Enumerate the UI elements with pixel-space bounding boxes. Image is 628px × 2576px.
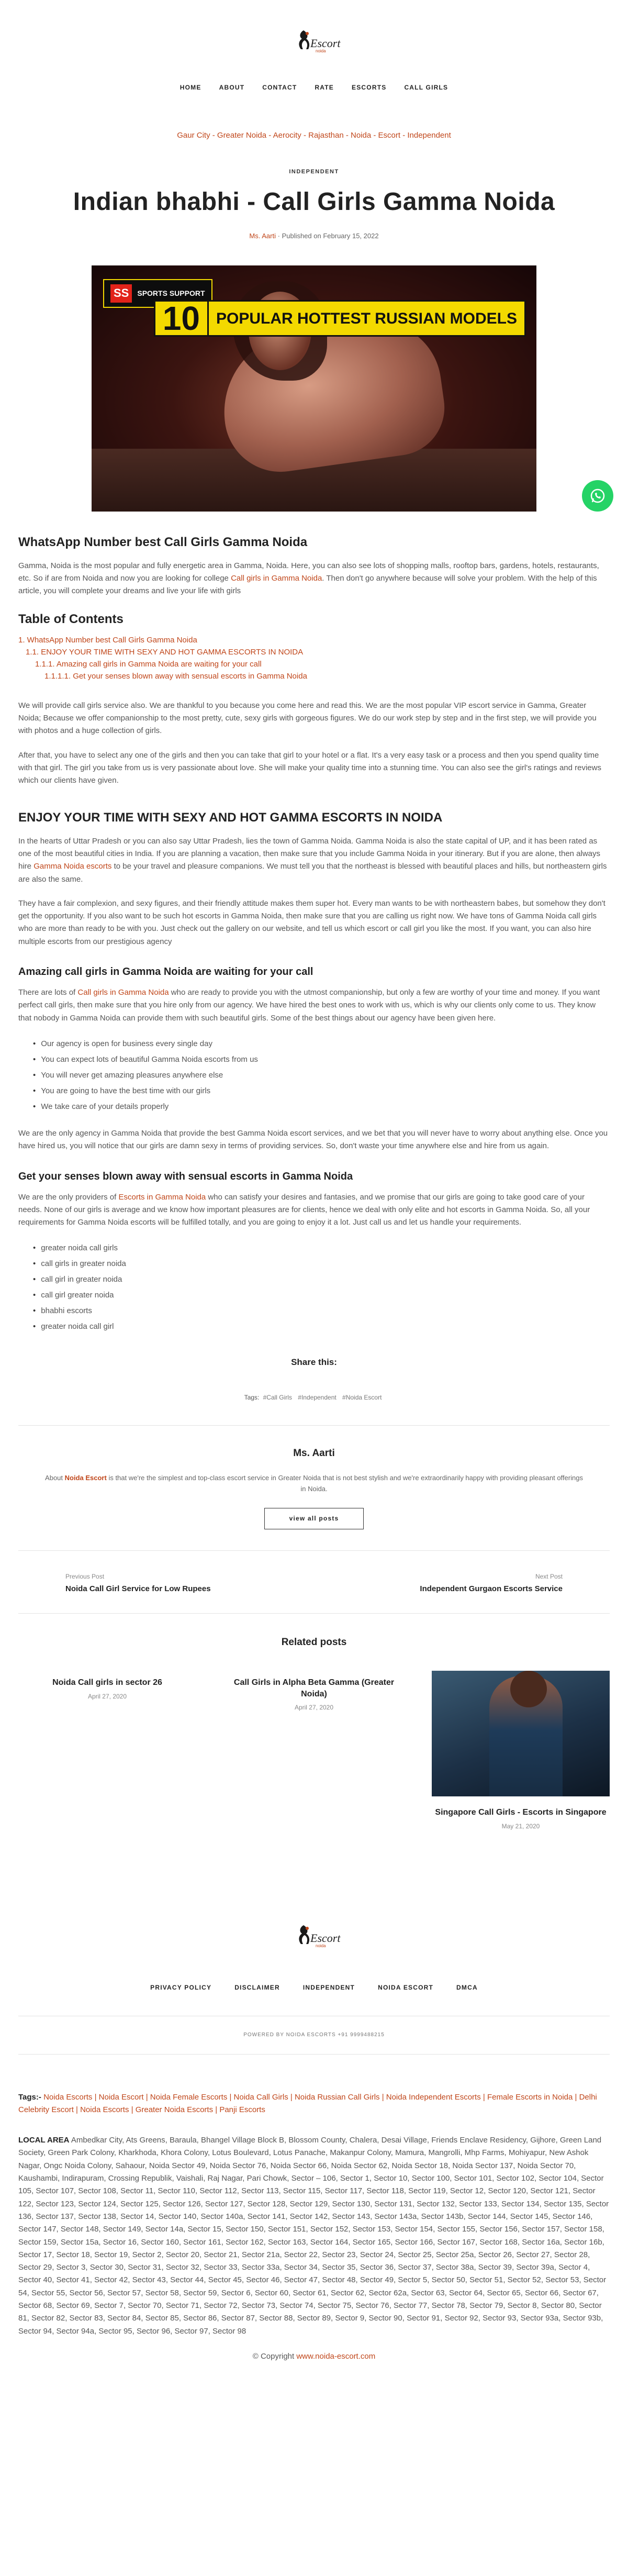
toc-item[interactable]: 1. WhatsApp Number best Call Girls Gamma Noida [18, 635, 197, 645]
tag-link[interactable]: #Call Girls [263, 1393, 292, 1401]
footer-nav [0, 1983, 628, 1993]
section-heading-whatsapp: WhatsApp Number best Call Girls Gamma Noida [18, 535, 308, 550]
list-item: • call girls in greater noida [18, 1256, 610, 1272]
seo-tags [18, 2091, 610, 2117]
seo-tags-label: Tags:- [18, 2092, 41, 2102]
list-item: • You are going to have the best time with our girls [18, 1083, 610, 1099]
nav-home[interactable]: HOME [180, 84, 201, 91]
logo-figure-icon [296, 29, 311, 50]
local-area-list: Ambedkar City, Ats Greens, Baraula, Bhangel Village Block B, Blossom County, Chalera, Desai Village, Friends Enclave Residency, Gijhore, Green Land Society, Green Park Colony, Kharkhoda, Khora Colony, Lotus Boulevard, Lotus Panache, Makanpur Colony, Mamura, Mangrolli, Mhp Farms, Mohiyapur, New Ashok Nagar, Ongc Noida Colony, Sahaour, Noida Sector 49, Noida Sector 76, Noida Sector 66, Noida Sector 62, Noida Sector 18, Noida Sector 137, Noida Sector 70, Kaushambi, Indirapuram, Crossing Republik, Vaishali, Raj Nagar, Pari Chowk, Sector – 106, Sector 1, Sector 10, Sector 100, Sector 101, Sector 102, Sector 104, Sector 105, Sector 107, Sector 108, Sector 11, Sector 110, Sector 112, Sector 113, Sector 115, Sector 117, Sector 118, Sector 119, Sector 12, Sector 120, Sector 121, Sector 122, Sector 123, Sector 124, Sector 125, Sector 126, Sector 127, Sector 128, Sector 129, Sector 130, Sector 131, Sector 132, Sector 133, Sector 134, Sector 135, Sector 136, Sector 137, Sector 138, Sector 14, Sector 140, Sector 140a, Sector 141, Sector 142, Sector 143, Sector 143a, Sector 143b, Sector 144, Sector 145, Sector 146, Sector 147, Sector 148, Sector 149, Sector 14a, Sector 15, Sector 150, Sector 151, Sector 152, Sector 153, Sector 154, Sector 155, Sector 156, Sector 157, Sector 158, Sector 159, Sector 15a, Sector 16, Sector 160, Sector 161, Sector 162, Sector 163, Sector 164, Sector 165, Sector 166, Sector 167, Sector 168, Sector 16a, Sector 16b, Sector 17, Sector 18, Sector 19, Sector 2, Sector 20, Sector 21, Sector 21a, Sector 22, Sector 23, Sector 24, Sector 25, Sector 25a, Sector 26, Sector 27, Sector 28, Sector 29, Sector 3, Sector 30, Sector 31, Sector 32, Sector 33, Sector 33a, Sector 34, Sector 35, Sector 36, Sector 37, Sector 38a, Sector 39, Sector 39a, Sector 4, Sector 40, Sector 41, Sector 42, Sector 43, Sector 44, Sector 45, Sector 46, Sector 47, Sector 48, Sector 49, Sector 5, Sector 50, Sector 51, Sector 52, Sector 53, Sector 54, Sector 55, Sector 56, Sector 57, Sector 58, Sector 59, Sector 6, Sector 60, Sector 61, Sector 62, Sector 62a, Sector 63, Sector 64, Sector 65, Sector 66, Sector 67, Sector 68, Sector 69, Sector 7, Sector 70, Sector 71, Sector 72, Sector 73, Sector 74, Sector 75, Sector 76, Sector 77, Sector 78, Sector 79, Sector 8, Sector 80, Sector 81, Sector 82, Sector 83, Sector 84, Sector 85, Sector 86, Sector 87, Sector 88, Sector 89, Sector 9, Sector 90, Sector 91, Sector 92, Sector 93, Sector 93a, Sector 93b, Sector 94, Sector 94a, Sector 95, Sector 96, Sector 97, Sector 98 [18, 2136, 609, 2336]
badge-text: SPORTS SUPPORT [137, 288, 205, 297]
related-posts [18, 1671, 610, 1831]
post-navigation [65, 1572, 563, 1594]
logo-tagline: noida [316, 1944, 326, 1949]
related-post-card[interactable] [432, 1671, 610, 1831]
footer-nav-privacy[interactable]: PRIVACY POLICY [150, 1984, 212, 1992]
logo-figure-icon [296, 1924, 311, 1945]
toc-item[interactable]: 1.1. ENJOY YOUR TIME WITH SEXY AND HOT GAMMA ESCORTS IN NOIDA [26, 647, 304, 657]
related-post-date: April 27, 2020 [294, 1704, 334, 1712]
view-all-posts-button[interactable]: view all posts [264, 1508, 364, 1529]
powered-by: POWERED BY NOIDA ESCORTS +91 9999488215 [243, 2032, 385, 2038]
list-item: • call girl in greater noida [18, 1272, 610, 1287]
location-links[interactable]: Gaur City - Greater Noida - Aerocity - Rajasthan - Noida - Escort - Independent [177, 130, 451, 140]
paragraph-providers: We are the only providers of Escorts in Gamma Noida who can satisfy your desires and fantasies, and we promise that our girls are going to take good care of your needs. None of our girls is average and we know how important pleasures are for clients, hence we deal with only elite and hot escorts in Gamma Noida. So, all your requirements for Gamma Noida escorts will be fulfilled totally, and you are going to enjoy it a lot. Just call us and let us handle your requirements. [18, 1192, 590, 1227]
author-bio: About Noida Escort is that we're the simplest and top-class escort service in Greater Noida that is not best stylish and we're extraordinarily happy with providing pleasant offerings in Noida. [45, 1473, 583, 1493]
tags-label: Tags: [244, 1393, 260, 1401]
agency-benefits-list [18, 1036, 610, 1115]
author-box-name[interactable]: Ms. Aarti [293, 1448, 335, 1459]
promo-number: 10 [155, 302, 209, 335]
section-heading-senses: Get your senses blown away with sensual escorts in Gamma Noida [18, 1170, 353, 1182]
seo-tag-links[interactable]: Noida Escorts | Noida Escort | Noida Female Escorts | Noida Call Girls | Noida Russian Call Girls | Noida Independent Escorts | Female Escorts in Noida | Delhi Celebrity Escort | Noida Escorts | Greater Noida Escorts | Panji Escorts [18, 2092, 597, 2114]
footer-logo[interactable] [290, 1920, 341, 1957]
site-logo-box [0, 0, 628, 62]
keyword-list [18, 1240, 610, 1335]
footer-logo-box [0, 1920, 628, 1957]
local-area-label: LOCAL AREA [18, 2136, 70, 2145]
related-post-card[interactable] [18, 1671, 196, 1831]
footer-nav-noida-escort[interactable]: NOIDA ESCORT [378, 1984, 434, 1992]
link-call-girls-gamma-2[interactable]: Call girls in Gamma Noida [77, 988, 169, 997]
toc-item[interactable]: 1.1.1.1. Get your senses blown away with sensual escorts in Gamma Noida [44, 672, 307, 681]
whatsapp-float-button[interactable] [582, 480, 613, 512]
nav-about[interactable]: ABOUT [219, 84, 245, 91]
related-post-thumbnail[interactable] [432, 1671, 610, 1796]
paragraph-intro: Gamma, Noida is the most popular and fully energetic area in Gamma, Noida. Here, you can also see lots of shopping malls, rooftop bars, gardens, hotels, restaurants, etc. So if are from Noida and now you are looking for college Call girls in Gamma Noida. Then don't go anywhere because will solve your problem. With the help of this article, you will complete your dreams and live your life with girls [18, 561, 599, 596]
post-tags [0, 1393, 628, 1403]
footer-nav-dmca[interactable]: DMCA [456, 1984, 478, 1992]
list-item: • You can expect lots of beautiful Gamma Noida escorts from us [18, 1052, 610, 1068]
paragraph-only-agency: We are the only agency in Gamma Noida that provide the best Gamma Noida escort services, and we bet that you will never have to worry about anything else. Once you have hired us, you will notice that our girls are damn sexy in terms of providing services. So, don't waste your time anywhere else and hire from us again. [18, 1128, 608, 1151]
list-item: • call girl greater noida [18, 1287, 610, 1303]
toc-item[interactable]: 1.1.1. Amazing call girls in Gamma Noida are waiting for your call [35, 660, 262, 669]
post-title: Indian bhabhi - Call Girls Gamma Noida [73, 187, 555, 216]
list-item: • We take care of your details properly [18, 1099, 610, 1115]
list-item: • greater noida call girl [18, 1319, 610, 1335]
related-posts-heading: Related posts [281, 1636, 347, 1648]
related-post-date: May 21, 2020 [501, 1822, 540, 1830]
previous-post-link[interactable]: Previous Post Noida Call Girl Service for Low Rupees [65, 1572, 211, 1593]
logo-brand-text: Escort [310, 1931, 341, 1945]
promo-words: POPULAR HOTTEST RUSSIAN MODELS [216, 309, 517, 327]
related-post-date: April 27, 2020 [87, 1692, 127, 1700]
share-heading: Share this: [291, 1357, 337, 1368]
paragraph-select: After that, you have to select any one of the girls and then you can take that girl to your hotel or a flat. It's a very easy task or a process and then you spend quality time with that girl. The girl you take from us is very passionate about love. She will make your quality time into a stunning time. You can also see the girl's ratings and reviews which our clients have given. [18, 750, 601, 785]
seo-block [18, 2091, 610, 2338]
nav-call-girls[interactable]: CALL GIRLS [404, 84, 448, 91]
post-byline [0, 231, 628, 241]
paragraph-complexion: They have a fair complexion, and sexy figures, and their friendly attitude makes them super hot. Every man wants to be with northeastern babes, but somehow they don't get the opportunity. If you also want to be such hot escorts in Gamma Noida, then make sure that you are calling us right now. We have tons of Gamma Noida call girls who are more than ready to be with you. Just check out the gallery on our website, and tell us which escort or call girl you like the most. If you want, you can also hire multiple escorts from our prestigious agency [18, 898, 605, 946]
list-item: • bhabhi escorts [18, 1303, 610, 1319]
divider [18, 1613, 610, 1614]
list-item: • Our agency is open for business every single day [18, 1036, 610, 1052]
link-escorts-gamma-noida[interactable]: Escorts in Gamma Noida [118, 1192, 206, 1202]
copyright-link[interactable]: www.noida-escort.com [296, 2351, 376, 2361]
local-area [18, 2134, 610, 2338]
footer-nav-disclaimer[interactable]: DISCLAIMER [234, 1984, 280, 1992]
byline-separator: · [277, 232, 282, 240]
link-call-girls-gamma[interactable]: Call girls in Gamma Noida [231, 573, 322, 583]
featured-image [92, 265, 536, 512]
copyright: © Copyright www.noida-escort.com [252, 2351, 376, 2361]
thumbnail-head-shape [510, 1671, 547, 1707]
next-post-link[interactable]: Next Post Independent Gurgaon Escorts Service [420, 1572, 563, 1593]
promo-banner [154, 300, 526, 337]
section-heading-enjoy: ENJOY YOUR TIME WITH SEXY AND HOT GAMMA ESCORTS IN NOIDA [18, 810, 443, 825]
post-author-link[interactable]: Ms. Aarti [249, 232, 276, 240]
tag-link[interactable]: #Noida Escort [342, 1393, 382, 1401]
logo-brand-text: Escort [310, 37, 341, 50]
related-post-title[interactable]: Singapore Call Girls - Escorts in Singapore [435, 1808, 607, 1817]
site-logo[interactable] [290, 25, 341, 62]
section-heading-amazing: Amazing call girls in Gamma Noida are waiting for your call [18, 966, 313, 978]
tag-link[interactable]: #Independent [298, 1393, 337, 1401]
link-gamma-noida-escorts[interactable]: Gamma Noida escorts [33, 862, 112, 871]
nav-contact[interactable]: CONTACT [262, 84, 297, 91]
related-post-title[interactable]: Noida Call girls in sector 26 [52, 1678, 162, 1687]
toc-title: Table of Contents [18, 612, 124, 626]
logo-tagline: noida [316, 49, 326, 53]
badge-ss-logo: SS [110, 284, 132, 302]
paragraph-lots: There are lots of Call girls in Gamma Noida who are ready to provide you with the utmost companionship, but only a few are worthy of your time and money. If you want perfect call girls, then make sure that you hire only from our agency. We have hired the best ones to work with us, which is why our clients only come to us. They know that nobody in Gamma Noida can provide them with such beautiful girls. Some of the best things about our agency have been given here. [18, 988, 600, 1023]
post-category[interactable]: INDEPENDENT [289, 168, 339, 175]
divider [18, 2054, 610, 2055]
paragraph-uttar-pradesh: In the hearts of Uttar Pradesh or you can also say Uttar Pradesh, lies the town of Gamma Noida. Gamma Noida is also the state capital of UP, and it has been rated as one of the most beautiful cities in India. If you are planning a vacation, then make sure that you include Gamma Noida in your itinerary. But if you are alone, then always hire Gamma Noida escorts to be your travel and pleasure companions. We must tell you that the northeast is blessed with beautiful places and hills, but northeastern girls are also the same. [18, 836, 607, 884]
related-post-title[interactable]: Call Girls in Alpha Beta Gamma (Greater Noida) [233, 1678, 395, 1698]
divider [18, 1425, 610, 1426]
table-of-contents [18, 609, 610, 683]
list-item: • greater noida call girls [18, 1240, 610, 1256]
post-date: Published on February 15, 2022 [282, 232, 379, 240]
footer-nav-independent[interactable]: INDEPENDENT [302, 1984, 355, 1992]
paragraph-service: We will provide call girls service also. We are thankful to you because you come here and read this. We are the most popular VIP escort service in Gamma, Greater Noida; Because we offer companionship to the most pretty, cute, sexy girls with gorgeous figures. We do our work step by step and in the first step, we will provide you with photos and a huge collection of girls. [18, 701, 597, 736]
author-bio-link[interactable]: Noida Escort [64, 1473, 107, 1482]
main-nav [0, 83, 628, 93]
divider [18, 1550, 610, 1551]
list-item: • You will never get amazing pleasures anywhere else [18, 1068, 610, 1083]
nav-escorts[interactable]: ESCORTS [352, 84, 387, 91]
related-post-card[interactable] [225, 1671, 403, 1831]
nav-rate[interactable]: RATE [315, 84, 334, 91]
whatsapp-icon [589, 487, 606, 504]
post-content [18, 532, 610, 1335]
